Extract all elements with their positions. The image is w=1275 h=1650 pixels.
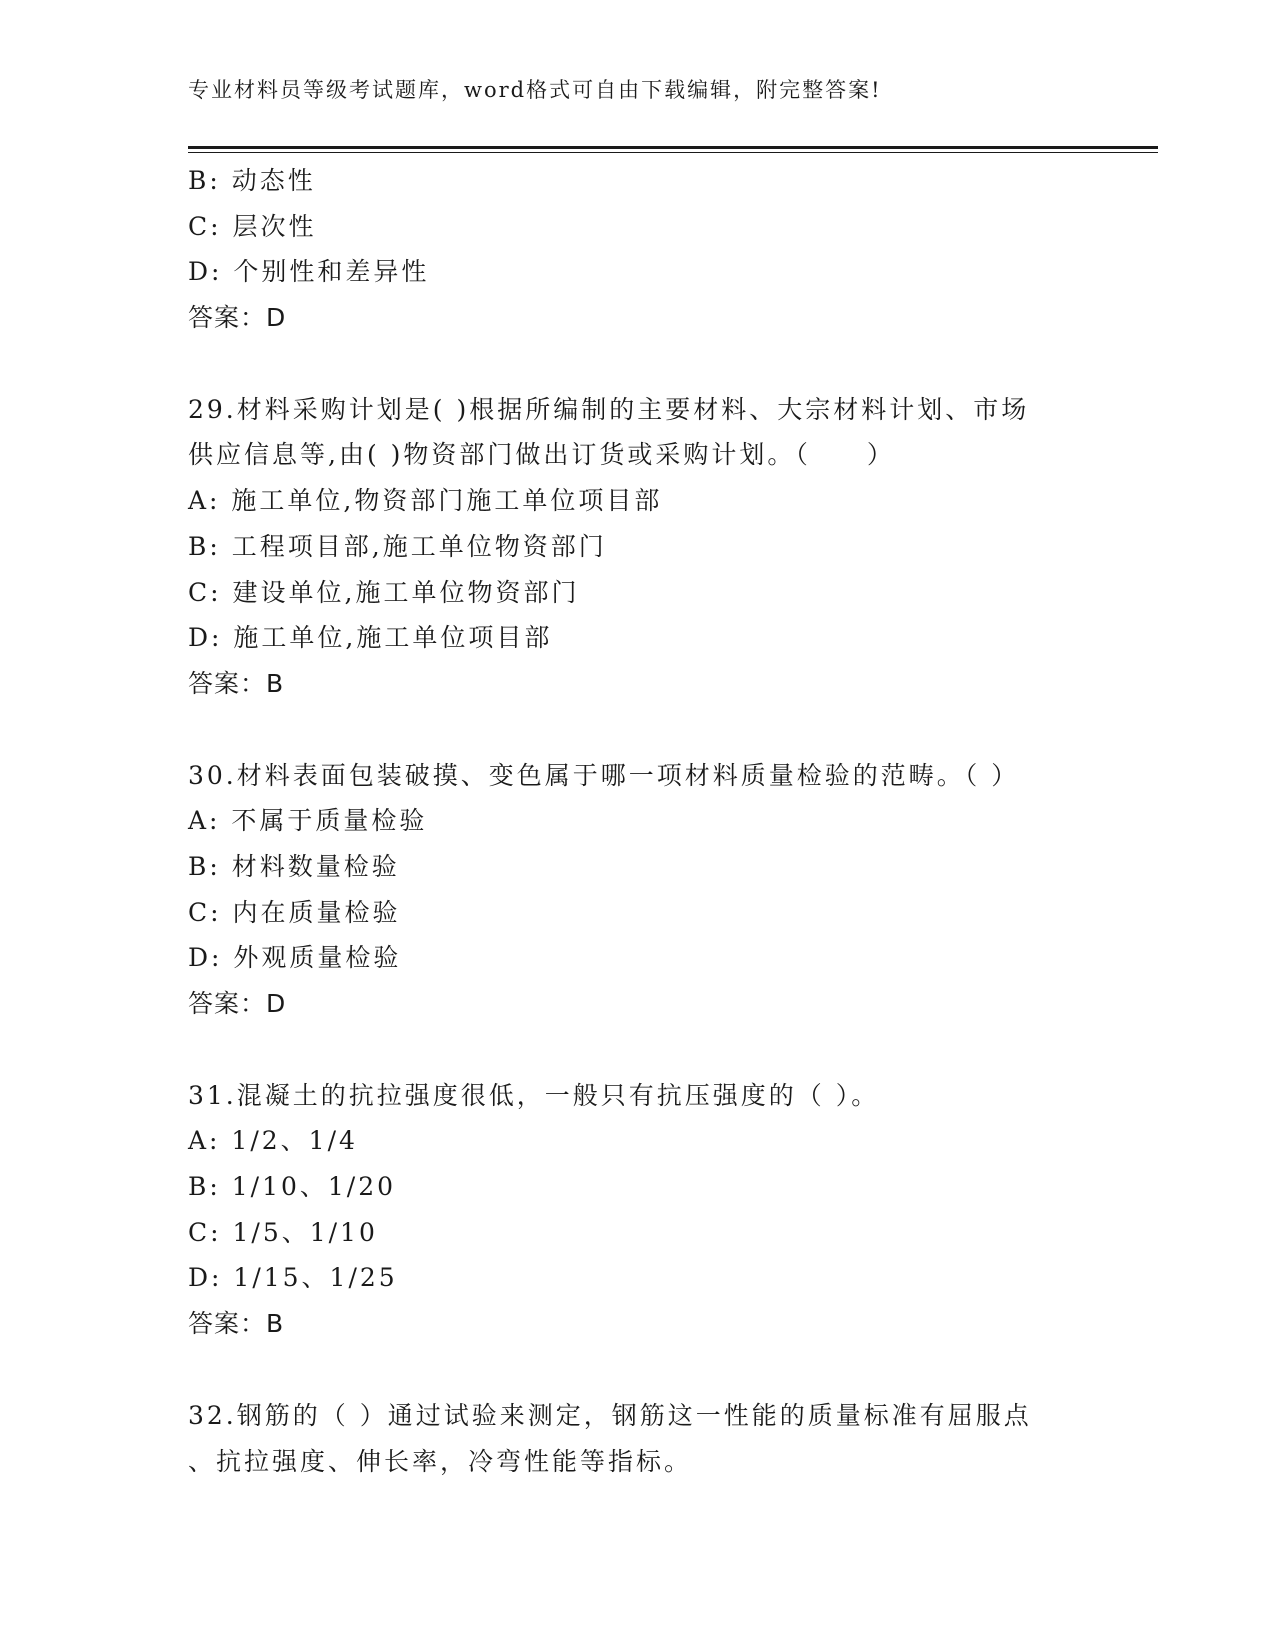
answer-line: 答案：B <box>188 1309 285 1339</box>
option-b: B: 动态性 <box>188 166 316 195</box>
spacer <box>188 1347 1088 1393</box>
question-content <box>188 158 1088 1484</box>
question-28-tail <box>188 158 1088 341</box>
question-32 <box>188 1393 1088 1484</box>
spacer <box>188 1027 1088 1073</box>
option-c: C: 内在质量检验 <box>188 897 401 927</box>
spacer <box>188 707 1088 753</box>
option-b: B: 工程项目部,施工单位物资部门 <box>188 531 607 561</box>
option-d: D: 个别性和差异性 <box>188 257 430 287</box>
option-a: A: 施工单位,物资部门施工单位项目部 <box>188 486 663 516</box>
question-stem-line: 32.钢筋的（ ）通过试验来测定，钢筋这一性能的质量标准有屈服点 <box>188 1400 1032 1430</box>
option-c: C: 建设单位,施工单位物资部门 <box>188 577 580 607</box>
spacer <box>188 341 1088 387</box>
option-d: D: 施工单位,施工单位项目部 <box>188 623 553 653</box>
question-30 <box>188 753 1088 1027</box>
question-stem-line: 供应信息等,由( )物资部门做出订货或采购计划。（ ） <box>188 440 895 470</box>
answer-line: 答案：D <box>188 303 287 333</box>
question-stem-line: 31.混凝土的抗拉强度很低，一般只有抗压强度的（ ）。 <box>188 1080 880 1110</box>
option-c: C: 层次性 <box>188 211 317 241</box>
option-d: D: 外观质量检验 <box>188 943 402 973</box>
page-header: 专业材料员等级考试题库，word格式可自由下载编辑，附完整答案! <box>188 78 882 102</box>
option-c: C: 1/5、1/10 <box>188 1217 378 1247</box>
option-d: D: 1/15、1/25 <box>188 1263 398 1293</box>
question-stem-line: 30.材料表面包装破摸、变色属于哪一项材料质量检验的范畴。（ ） <box>188 760 1020 790</box>
question-stem-line: 、抗拉强度、伸长率，冷弯性能等指标。 <box>188 1446 693 1476</box>
option-a: A: 不属于质量检验 <box>188 806 428 836</box>
option-b: B: 材料数量检验 <box>188 851 400 881</box>
answer-line: 答案：D <box>188 989 287 1018</box>
header-rule-thin <box>188 152 1158 153</box>
option-a: A: 1/2、1/4 <box>188 1126 358 1156</box>
question-29 <box>188 387 1088 707</box>
question-stem-line: 29.材料采购计划是( )根据所编制的主要材料、大宗材料计划、市场 <box>188 394 1030 424</box>
question-31 <box>188 1073 1088 1347</box>
header-rule-thick <box>188 146 1158 149</box>
answer-line: 答案：B <box>188 668 285 698</box>
option-b: B: 1/10、1/20 <box>188 1172 397 1202</box>
